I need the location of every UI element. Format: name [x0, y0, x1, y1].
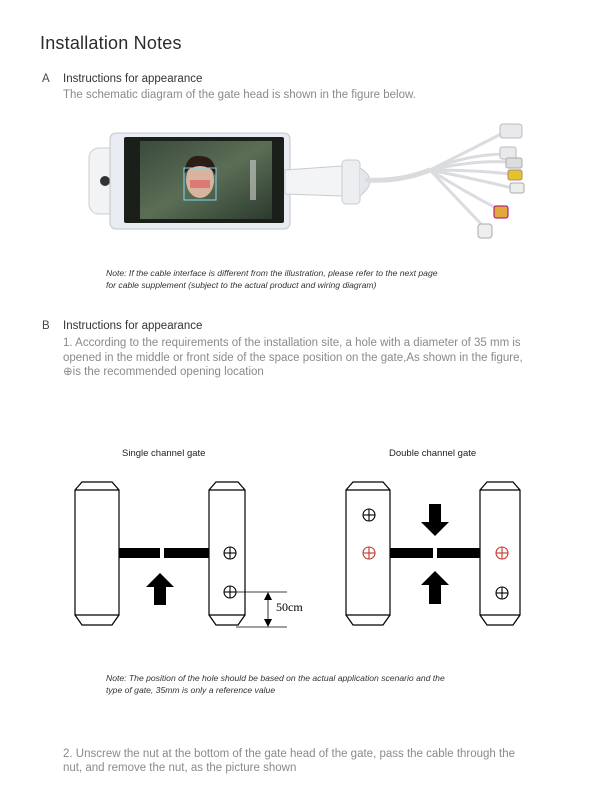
note-a-line2: for cable supplement (subject to the actual product and wiring diagram) — [106, 280, 377, 290]
section-b-letter: B — [42, 320, 50, 332]
gate-barrier-left — [119, 548, 160, 558]
gate-head-illustration — [80, 110, 540, 260]
yellow-connector — [508, 170, 522, 180]
step2-line2: nut, and remove the nut, as the picture shown — [63, 762, 297, 774]
section-b-text-line1: 1. According to the requirements of the installation site, a hole with a diameter of 35 mm is — [63, 337, 521, 349]
audio-connector — [494, 206, 508, 218]
camera-lens-icon — [100, 176, 110, 186]
section-a-letter: A — [42, 73, 50, 85]
note-b-line1: Note: The position of the hole should be based on the actual application scenario and the — [106, 673, 445, 683]
recommended-hole-icon — [363, 547, 375, 559]
section-b-text-line3: ⊕is the recommended opening location — [63, 366, 264, 378]
down-arrow-icon — [421, 504, 449, 536]
usb-connector — [500, 147, 516, 159]
section-a-heading: Instructions for appearance — [63, 73, 203, 85]
gate-barrier-right — [164, 548, 209, 558]
double-channel-label: Double channel gate — [389, 448, 477, 459]
single-channel-label: Single channel gate — [122, 448, 206, 459]
rca-connector — [506, 158, 522, 168]
hole-marker-icon — [224, 586, 236, 598]
hole-marker-icon — [496, 587, 508, 599]
note-a-line1: Note: If the cable interface is different from the illustration, please refer to the next page — [106, 268, 438, 278]
section-a-text: The schematic diagram of the gate head is shown in the figure below. — [63, 89, 416, 101]
single-gate — [75, 482, 287, 627]
hole-marker-icon — [224, 547, 236, 559]
page-title: Installation Notes — [40, 33, 182, 53]
dimension-label: 50cm — [276, 600, 303, 614]
hole-marker-icon — [363, 509, 375, 521]
up-arrow-icon — [421, 571, 449, 604]
double-gate — [346, 482, 520, 625]
section-b-heading: Instructions for appearance — [63, 320, 203, 332]
note-b-line2: type of gate, 35mm is only a reference value — [106, 685, 276, 695]
recommended-hole-icon — [496, 547, 508, 559]
rj45-connector — [500, 124, 522, 138]
section-b-text-line2: opened in the middle or front side of the space position on the gate,As shown in the figure, — [63, 352, 523, 364]
up-arrow-icon — [146, 573, 174, 605]
step2-line1: 2. Unscrew the nut at the bottom of the gate head of the gate, pass the cable through the — [63, 748, 515, 760]
